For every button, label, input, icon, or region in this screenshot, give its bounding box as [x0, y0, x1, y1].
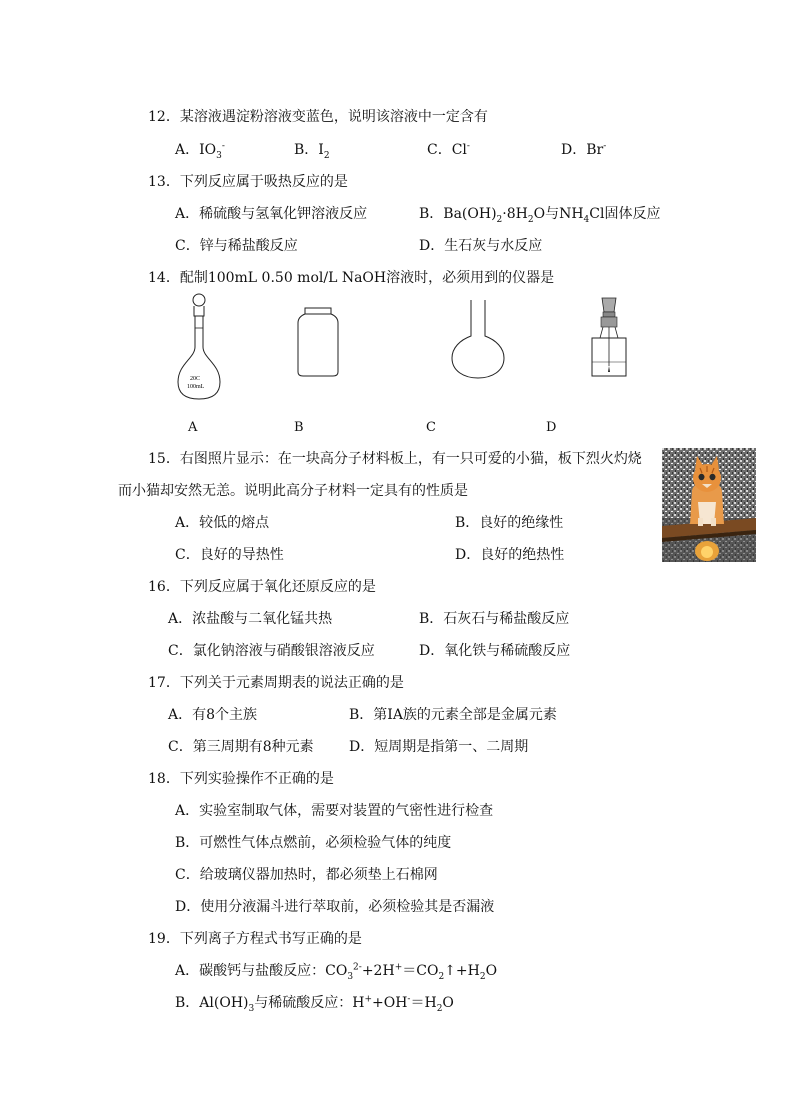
flask-text-20c: 20C [190, 376, 201, 382]
q18-option-b: B．可燃性气体点燃前，必须检验气体的纯度 [175, 835, 452, 851]
round-bottom-flask-icon [448, 298, 508, 382]
q14-label-a: A [188, 420, 198, 435]
reagent-bottle-icon [295, 306, 341, 378]
cat-on-plate-photo [662, 448, 756, 562]
q18-option-c: C．给玻璃仪器加热时，都必须垫上石棉网 [175, 867, 438, 883]
q15-option-b: B．良好的绝缘性 [455, 515, 564, 531]
q15-stem-line-1: 15．右图照片显示：在一块高分子材料板上，有一只可爱的小猫，板下烈火灼烧 [148, 451, 642, 467]
q16-option-b: B．石灰石与稀盐酸反应 [419, 611, 570, 627]
q13-option-c: C．锌与稀盐酸反应 [175, 238, 298, 254]
q19-option-b: B．$Al(OH)_3$与稀硫酸反应：$H^++OH^-=H_2O$ [175, 994, 454, 1014]
q15-option-c: C．良好的导热性 [175, 547, 284, 563]
q13-stem: 13．下列反应属于吸热反应的是 [148, 174, 348, 190]
q13-option-a: A．稀硫酸与氢氧化钾溶液反应 [175, 206, 368, 222]
q12-option-c: C．Cl- [427, 141, 470, 158]
q17-stem: 17．下列关于元素周期表的说法正确的是 [148, 675, 404, 691]
q12-option-b: B．$I_2$ [294, 142, 330, 161]
q14-label-b: B [294, 420, 304, 435]
volumetric-flask-icon [170, 292, 230, 404]
q15-option-a: A．较低的熔点 [175, 515, 270, 531]
q12-option-d: D．Br- [561, 141, 607, 158]
q13-option-d: D．生石灰与水反应 [419, 238, 543, 254]
dropper-bottle-icon [588, 296, 630, 380]
q18-stem: 18．下列实验操作不正确的是 [148, 771, 334, 787]
q16-option-d: D．氧化铁与稀硫酸反应 [419, 643, 571, 659]
q16-stem: 16．下列反应属于氧化还原反应的是 [148, 579, 376, 595]
q17-option-c: C．第三周期有8种元素 [168, 739, 314, 755]
q12-option-a: A．$IO_3^-$ [175, 141, 225, 161]
q16-option-c: C．氯化钠溶液与硝酸银溶液反应 [168, 643, 375, 659]
q12-stem: 12．某溶液遇淀粉溶液变蓝色，说明该溶液中一定含有 [148, 109, 488, 125]
q16-option-a: A．浓盐酸与二氧化锰共热 [168, 611, 333, 627]
q19-option-a: A．碳酸钙与盐酸反应：$CO_3^{2-}+2H^+=CO_2↑+H_2O$ [175, 962, 498, 982]
q15-option-d: D．良好的绝热性 [455, 547, 565, 563]
q19-stem: 19．下列离子方程式书写正确的是 [148, 931, 362, 947]
q18-option-a: A．实验室制取气体，需要对装置的气密性进行检查 [175, 803, 494, 819]
q17-option-a: A．有8个主族 [168, 707, 258, 723]
q14-label-d: D [546, 420, 557, 435]
q14-stem: 14．配制100mL 0.50 mol/L NaOH溶液时，必须用到的仪器是 [148, 270, 555, 286]
q13-option-b: B．$Ba(OH)_2\cdot 8H_2O$与$NH_4Cl$固体反应 [419, 206, 661, 225]
q17-option-d: D．短周期是指第一、二周期 [349, 739, 529, 755]
q18-option-d: D．使用分液漏斗进行萃取前，必须检验其是否漏液 [175, 899, 495, 915]
q15-stem-line-2: 而小猫却安然无恙。说明此高分子材料一定具有的性质是 [118, 483, 468, 499]
q14-label-c: C [426, 420, 436, 435]
flask-text-100ml: 100mL [187, 384, 205, 390]
q17-option-b: B．第IA族的元素全部是金属元素 [349, 707, 557, 723]
